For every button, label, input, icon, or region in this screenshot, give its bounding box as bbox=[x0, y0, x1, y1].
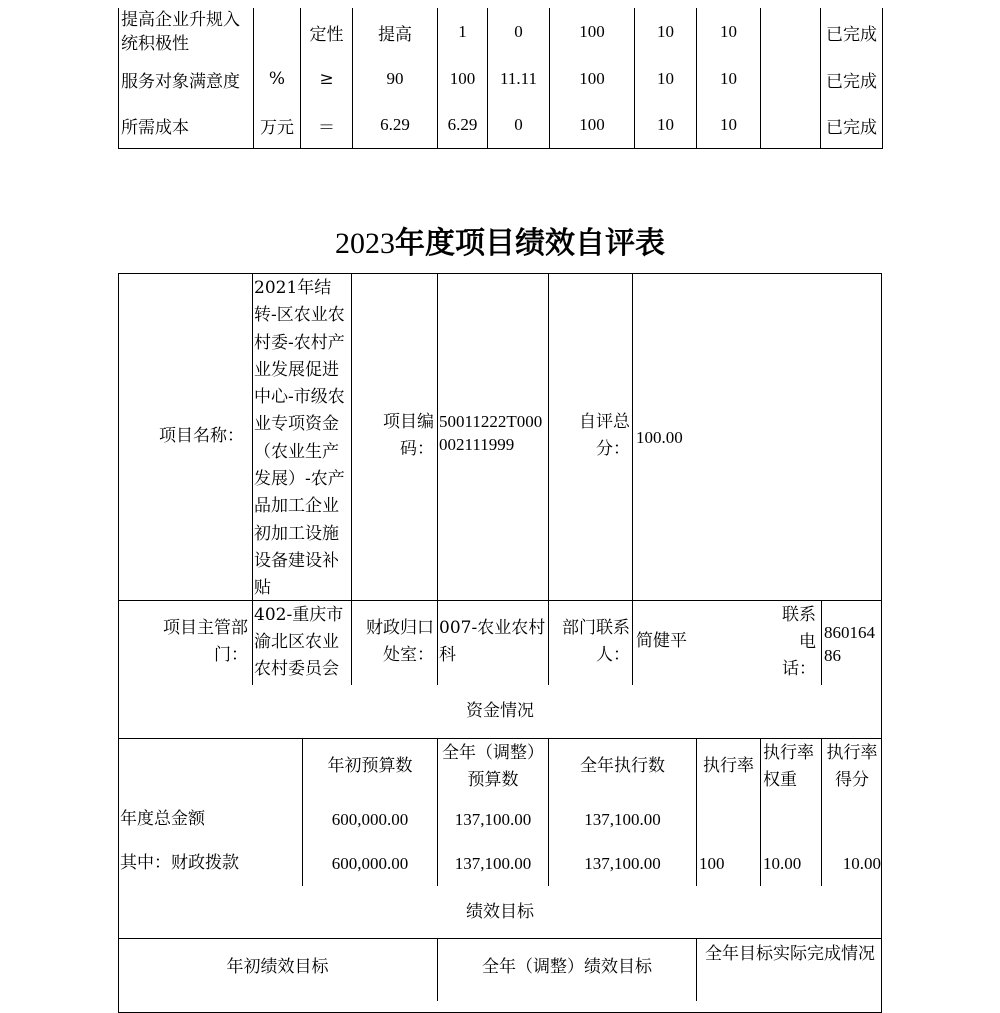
indicator-name: 提高企业升规入统积极性 bbox=[119, 8, 254, 56]
indicator-unit: % bbox=[254, 56, 301, 102]
funds-adjusted: 137,100.00 bbox=[454, 854, 532, 873]
indicator-value: 6.29 bbox=[438, 102, 488, 149]
divider bbox=[696, 938, 697, 1001]
indicator-value: 100 bbox=[550, 56, 635, 102]
indicator-op: ≥ bbox=[301, 56, 353, 102]
indicator-blank bbox=[761, 56, 821, 102]
indicator-value: 100 bbox=[438, 56, 488, 102]
divider bbox=[548, 273, 549, 685]
goals-section-title: 绩效目标 bbox=[466, 902, 534, 922]
title-text: 年度项目绩效自评表 bbox=[395, 226, 665, 261]
funds-executed: 137,100.00 bbox=[584, 854, 661, 873]
phone-label: 联系电话： bbox=[782, 605, 816, 679]
funds-budget: 600,000.00 bbox=[331, 810, 409, 829]
funds-executed: 137,100.00 bbox=[584, 810, 661, 829]
indicator-value: 100 bbox=[550, 8, 635, 56]
funds-score: 10.00 bbox=[842, 854, 881, 873]
project-name-label: 项目名称： bbox=[159, 426, 244, 446]
indicator-value: 10 bbox=[635, 102, 697, 149]
indicator-value: 10 bbox=[697, 56, 761, 102]
indicator-blank bbox=[761, 8, 821, 56]
indicator-value: 10 bbox=[635, 56, 697, 102]
divider bbox=[118, 938, 882, 939]
indicator-status: 已完成 bbox=[821, 56, 883, 102]
divider bbox=[118, 738, 882, 739]
goal-header-initial: 年初绩效目标 bbox=[226, 957, 329, 977]
goal-header-adjusted: 全年（调整）绩效目标 bbox=[482, 957, 652, 977]
dept-label: 项目主管部门： bbox=[163, 618, 248, 665]
funds-row-label: 年度总金额 bbox=[120, 809, 205, 829]
funds-rate: 100 bbox=[699, 854, 725, 873]
divider bbox=[760, 738, 761, 886]
indicator-name: 所需成本 bbox=[119, 102, 254, 149]
indicator-value: 10 bbox=[697, 102, 761, 149]
indicator-status: 已完成 bbox=[821, 102, 883, 149]
divider bbox=[302, 738, 303, 886]
funds-row-label: 其中：财政拨款 bbox=[120, 853, 239, 873]
divider bbox=[351, 273, 352, 685]
divider bbox=[821, 738, 822, 886]
indicator-value: 1 bbox=[438, 8, 488, 56]
indicator-value: 100 bbox=[550, 102, 635, 149]
header-budget: 年初预算数 bbox=[327, 756, 413, 776]
indicator-target: 提高 bbox=[353, 8, 438, 56]
table-row bbox=[119, 8, 883, 56]
contact-label: 部门联系人： bbox=[562, 618, 630, 665]
indicator-value: 10 bbox=[635, 8, 697, 56]
divider bbox=[118, 600, 882, 601]
divider bbox=[632, 273, 633, 685]
page-title bbox=[0, 218, 1000, 262]
funds-adjusted: 137,100.00 bbox=[454, 810, 532, 829]
indicator-unit bbox=[254, 8, 301, 56]
indicator-target: 90 bbox=[353, 56, 438, 102]
funds-budget: 600,000.00 bbox=[331, 854, 409, 873]
divider bbox=[548, 738, 549, 886]
indicator-blank bbox=[761, 102, 821, 149]
indicator-value: 10 bbox=[697, 8, 761, 56]
divider bbox=[437, 273, 438, 685]
divider bbox=[696, 738, 697, 886]
indicator-status: 已完成 bbox=[821, 8, 883, 56]
divider bbox=[821, 600, 822, 685]
header-executed: 全年执行数 bbox=[580, 756, 665, 776]
project-code-label: 项目编码： bbox=[383, 412, 434, 459]
divider bbox=[252, 273, 253, 685]
project-code-value: 50011222T000002111999 bbox=[439, 412, 543, 454]
indicator-value: 11.11 bbox=[488, 56, 550, 102]
indicator-op: ＝ bbox=[301, 102, 353, 149]
table-row bbox=[119, 102, 883, 149]
indicator-value: 0 bbox=[488, 102, 550, 149]
finance-value: 007-农业农村科 bbox=[439, 618, 546, 665]
header-adjusted: 全年（调整）预算数 bbox=[442, 743, 544, 790]
divider bbox=[437, 738, 438, 886]
goal-header-actual: 全年目标实际完成情况 bbox=[705, 944, 875, 964]
finance-label: 财政归口处室： bbox=[366, 618, 434, 665]
dept-value: 402-重庆市渝北区农业农村委员会 bbox=[254, 605, 344, 679]
project-name-value: 2021年结转-区农业农村委-农村产业发展促进中心-市级农业专项资金（农业生产发展）-农产品加工企业初加工设施设备建设补贴 bbox=[254, 278, 345, 599]
header-weight: 执行率权重 bbox=[763, 743, 814, 790]
indicator-value: 0 bbox=[488, 8, 550, 56]
phone-value: 86016486 bbox=[824, 623, 875, 665]
funds-section-title: 资金情况 bbox=[466, 701, 534, 721]
indicator-table bbox=[118, 8, 883, 149]
table-row bbox=[119, 56, 883, 102]
funds-weight: 10.00 bbox=[763, 854, 802, 873]
contact-value: 简健平 bbox=[636, 631, 687, 651]
header-score: 执行率得分 bbox=[826, 743, 878, 790]
indicator-name: 服务对象满意度 bbox=[119, 56, 254, 102]
self-score-label: 自评总分： bbox=[579, 412, 630, 459]
indicator-op: 定性 bbox=[301, 8, 353, 56]
indicator-target: 6.29 bbox=[353, 102, 438, 149]
self-score-value: 100.00 bbox=[636, 428, 683, 447]
title-year: 2023 bbox=[335, 227, 395, 260]
indicator-unit: 万元 bbox=[254, 102, 301, 149]
header-rate: 执行率 bbox=[703, 756, 754, 776]
